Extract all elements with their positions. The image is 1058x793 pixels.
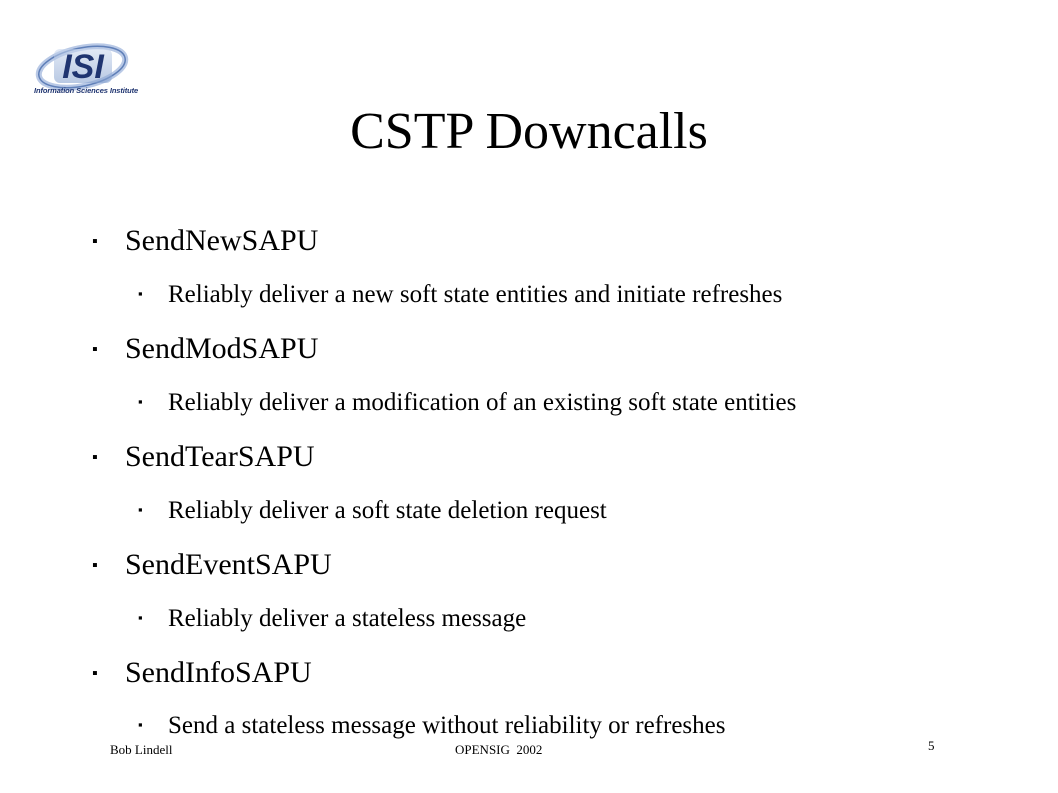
list-subitem xyxy=(138,389,796,417)
logo-mark-text: ISI xyxy=(62,48,104,86)
page-title: CSTP Downcalls xyxy=(350,103,708,160)
item-label: SendModSAPU xyxy=(125,332,319,365)
bullet-icon: ▪ xyxy=(138,717,143,732)
bullet-icon: ▪ xyxy=(92,665,98,682)
list-subitem xyxy=(138,281,782,309)
item-desc: Reliably deliver a stateless message xyxy=(168,605,527,632)
bullet-icon: ▪ xyxy=(138,610,143,625)
item-label: SendNewSAPU xyxy=(125,224,319,257)
list-item xyxy=(92,332,318,366)
bullet-icon: ▪ xyxy=(92,449,98,466)
item-desc: Reliably deliver a new soft state entities and initiate refreshes xyxy=(168,281,783,308)
footer-event: OPENSIG 2002 xyxy=(455,742,543,757)
item-desc: Reliably deliver a soft state deletion request xyxy=(168,497,607,524)
item-label: SendTearSAPU xyxy=(125,440,315,473)
list-subitem xyxy=(138,712,725,740)
logo-caption: Information Sciences Institute xyxy=(34,86,139,95)
bullet-icon: ▪ xyxy=(92,233,98,250)
isi-logo-icon xyxy=(30,36,138,106)
list-item xyxy=(92,548,332,582)
bullet-icon: ▪ xyxy=(92,341,98,358)
list-subitem xyxy=(138,497,607,525)
list-item xyxy=(92,224,318,258)
isi-logo xyxy=(30,36,138,106)
item-label: SendEventSAPU xyxy=(125,548,332,581)
bullet-icon: ▪ xyxy=(138,286,143,301)
bullet-icon: ▪ xyxy=(138,502,143,517)
page-number: 5 xyxy=(928,738,935,753)
footer-author: Bob Lindell xyxy=(110,742,173,757)
bullet-icon: ▪ xyxy=(92,557,98,574)
bullet-icon: ▪ xyxy=(138,394,143,409)
item-desc: Send a stateless message without reliability or refreshes xyxy=(168,712,726,739)
list-item xyxy=(92,656,312,690)
list-subitem xyxy=(138,605,526,633)
item-desc: Reliably deliver a modification of an existing soft state entities xyxy=(168,389,797,416)
item-label: SendInfoSAPU xyxy=(125,656,312,689)
list-item xyxy=(92,440,315,474)
